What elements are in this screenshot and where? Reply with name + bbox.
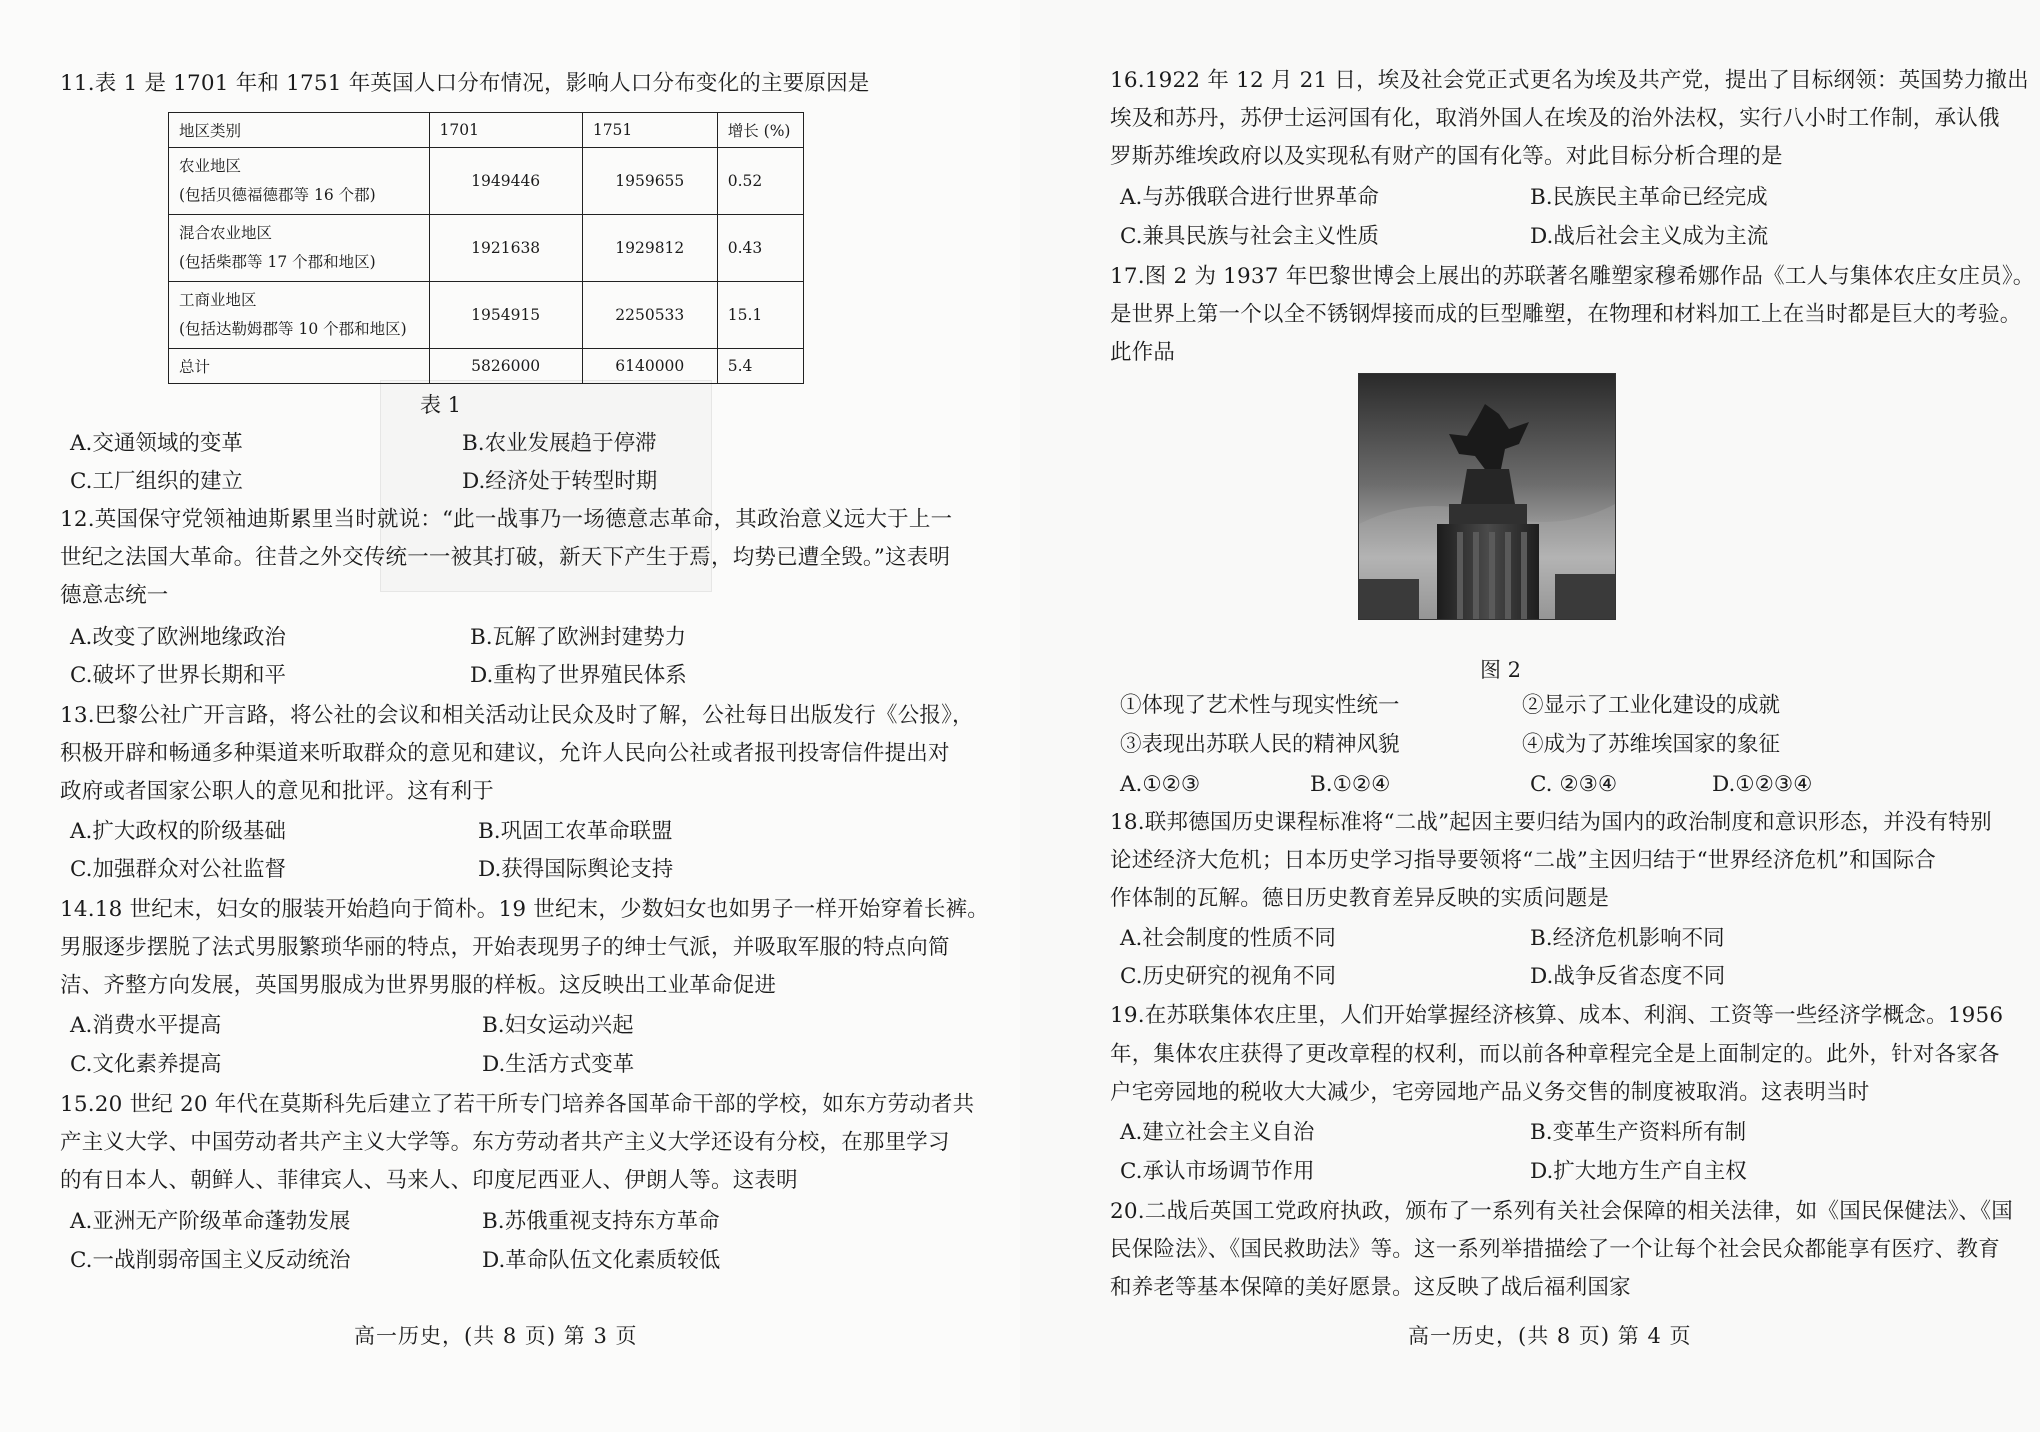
- q12-line: 12.英国保守党领袖迪斯累里当时就说：“此一战事乃一场德意志革命，其政治意义远大于上一: [60, 507, 953, 532]
- population-table: [168, 112, 804, 384]
- option-a[interactable]: A.消费水平提高: [70, 1013, 222, 1038]
- statement-4: ④成为了苏维埃国家的象征: [1522, 732, 1781, 757]
- table-row: [169, 148, 804, 215]
- region-name: 混合农业地区: [179, 224, 273, 242]
- table-header-cell: 地区类别: [169, 113, 430, 148]
- option-a[interactable]: A.社会制度的性质不同: [1120, 926, 1336, 951]
- q16-line: 16.1922 年 12 月 21 日，埃及社会党正式更名为埃及共产党，提出了目标纲领：英国势力撤出: [1110, 68, 2029, 93]
- option-a[interactable]: A.改变了欧洲地缘政治: [70, 625, 286, 650]
- q17-line: 是世界上第一个以全不锈钢焊接而成的巨型雕塑，在物理和材料加工上在当时都是巨大的考验。: [1110, 302, 2022, 327]
- q15-line: 的有日本人、朝鲜人、菲律宾人、马来人、印度尼西亚人、伊朗人等。这表明: [60, 1168, 798, 1193]
- q20-line: 民保险法》、《国民救助法》等。这一系列举措描绘了一个让每个社会民众都能享有医疗、教育: [1110, 1237, 2000, 1262]
- table-cell-growth: 0.43: [717, 215, 803, 282]
- region-subtitle: (包括达勒姆郡等 10 个郡和地区): [179, 320, 407, 338]
- q12-line: 德意志统一: [60, 583, 169, 608]
- table-cell-1701: 5826000: [429, 349, 582, 384]
- option-c[interactable]: C.一战削弱帝国主义反动统治: [70, 1248, 351, 1273]
- table-cell-1701: 1954915: [429, 282, 582, 349]
- table-region-cell: [169, 215, 430, 282]
- table-row: [169, 282, 804, 349]
- option-d[interactable]: D.重构了世界殖民体系: [470, 663, 687, 688]
- q19-line: 户宅旁园地的税收大大减少，宅旁园地产品义务交售的制度被取消。这表明当时: [1110, 1080, 1870, 1105]
- table-cell-growth: 0.52: [717, 148, 803, 215]
- figure-caption: 图 2: [1480, 658, 1522, 682]
- q13-line: 13.巴黎公社广开言路，将公社的会议和相关活动让民众及时了解，公社每日出版发行《公报》，: [60, 703, 974, 728]
- table-cell-growth: 15.1: [717, 282, 803, 349]
- q14-line: 14.18 世纪末，妇女的服装开始趋向于简朴。19 世纪末，少数妇女也如男子一样开始穿着长裤。: [60, 897, 989, 922]
- q13-line: 积极开辟和畅通多种渠道来听取群众的意见和建议，允许人民向公社或者报刊投寄信件提出对: [60, 741, 950, 766]
- option-d[interactable]: D.①②③④: [1712, 772, 1813, 797]
- option-d[interactable]: D.战后社会主义成为主流: [1530, 224, 1769, 249]
- option-b[interactable]: B.农业发展趋于停滞: [462, 431, 657, 456]
- statement-3: ③表现出苏联人民的精神风貌: [1120, 732, 1400, 757]
- q20-line: 20.二战后英国工党政府执政，颁布了一系列有关社会保障的相关法律，如《国民保健法》、《国: [1110, 1199, 2013, 1224]
- option-c[interactable]: C. ②③④: [1530, 772, 1618, 797]
- table-region-cell: [169, 148, 430, 215]
- option-b[interactable]: B.变革生产资料所有制: [1530, 1120, 1747, 1145]
- option-c[interactable]: C.历史研究的视角不同: [1120, 964, 1337, 989]
- table-caption: 表 1: [420, 393, 462, 417]
- page-footer-right: 高一历史，(共 8 页) 第 4 页: [1408, 1324, 1692, 1348]
- region-subtitle: (包括贝德福德郡等 16 个郡): [179, 186, 376, 204]
- option-a[interactable]: A.亚洲无产阶级革命蓬勃发展: [70, 1209, 351, 1234]
- table-row-total: [169, 349, 804, 384]
- region-name: 农业地区: [179, 157, 242, 175]
- q17-line: 17.图 2 为 1937 年巴黎世博会上展出的苏联著名雕塑家穆希娜作品《工人与集体农庄女庄员》。: [1110, 264, 2035, 289]
- table-header-cell: 1701: [429, 113, 582, 148]
- table-cell-1751: 2250533: [582, 282, 717, 349]
- option-c[interactable]: C.文化素养提高: [70, 1052, 222, 1077]
- table-header-cell: 1751: [582, 113, 717, 148]
- q16-line: 埃及和苏丹，苏伊士运河国有化，取消外国人在埃及的治外法权，实行八小时工作制，承认俄: [1110, 106, 2000, 131]
- q16-line: 罗斯苏维埃政府以及实现私有财产的国有化等。对此目标分析合理的是: [1110, 144, 1783, 169]
- option-d[interactable]: D.生活方式变革: [482, 1052, 635, 1077]
- q11-stem: 11.表 1 是 1701 年和 1751 年英国人口分布情况，影响人口分布变化的主要原因是: [60, 71, 870, 96]
- sculpture-photo: [1358, 373, 1616, 620]
- option-a[interactable]: A.扩大政权的阶级基础: [70, 819, 286, 844]
- q18-line: 18.联邦德国历史课程标准将“二战”起因主要归结为国内的政治制度和意识形态，并没有特别: [1110, 810, 1992, 835]
- q17-line: 此作品: [1110, 340, 1176, 365]
- option-c[interactable]: C.加强群众对公社监督: [70, 857, 287, 882]
- option-d[interactable]: D.革命队伍文化素质较低: [482, 1248, 721, 1273]
- option-b[interactable]: B.民族民主革命已经完成: [1530, 185, 1768, 210]
- table-cell-1751: 6140000: [582, 349, 717, 384]
- option-c[interactable]: C.破坏了世界长期和平: [70, 663, 287, 688]
- table-cell-growth: 5.4: [717, 349, 803, 384]
- table-row: [169, 215, 804, 282]
- option-c[interactable]: C.兼具民族与社会主义性质: [1120, 224, 1380, 249]
- table-cell-1751: 1929812: [582, 215, 717, 282]
- statement-1: ①体现了艺术性与现实性统一: [1120, 693, 1400, 718]
- region-subtitle: (包括柴郡等 17 个郡和地区): [179, 253, 376, 271]
- option-b[interactable]: B.巩固工农革命联盟: [478, 819, 673, 844]
- q13-line: 政府或者国家公职人的意见和批评。这有利于: [60, 779, 495, 804]
- table-cell-1751: 1959655: [582, 148, 717, 215]
- q15-line: 15.20 世纪 20 年代在莫斯科先后建立了若干所专门培养各国革命干部的学校，如东方劳动者共: [60, 1092, 975, 1117]
- option-b[interactable]: B.经济危机影响不同: [1530, 926, 1725, 951]
- option-a[interactable]: A.与苏俄联合进行世界革命: [1120, 185, 1379, 210]
- option-d[interactable]: D.获得国际舆论支持: [478, 857, 674, 882]
- q19-line: 年，集体农庄获得了更改章程的权利，而以前各种章程完全是上面制定的。此外，针对各家各: [1110, 1042, 2000, 1067]
- table-region-cell: 总计: [169, 349, 430, 384]
- option-c[interactable]: C.工厂组织的建立: [70, 469, 244, 494]
- option-b[interactable]: B.苏俄重视支持东方革命: [482, 1209, 720, 1234]
- option-a[interactable]: A.交通领域的变革: [70, 431, 243, 456]
- table-region-cell: [169, 282, 430, 349]
- statement-2: ②显示了工业化建设的成就: [1522, 693, 1781, 718]
- option-d[interactable]: D.战争反省态度不同: [1530, 964, 1726, 989]
- q19-line: 19.在苏联集体农庄里，人们开始掌握经济核算、成本、利润、工资等一些经济学概念。1956: [1110, 1003, 2004, 1028]
- q12-line: 世纪之法国大革命。往昔之外交传统一一被其打破，新天下产生于焉，均势已遭全毁。”这表明: [60, 545, 951, 570]
- option-b[interactable]: B.①②④: [1310, 772, 1391, 797]
- q20-line: 和养老等基本保障的美好愿景。这反映了战后福利国家: [1110, 1275, 1631, 1300]
- option-b[interactable]: B.妇女运动兴起: [482, 1013, 634, 1038]
- q15-line: 产主义大学、中国劳动者共产主义大学等。东方劳动者共产主义大学还设有分校，在那里学习: [60, 1130, 950, 1155]
- option-a[interactable]: A.①②③: [1120, 772, 1201, 797]
- option-c[interactable]: C.承认市场调节作用: [1120, 1159, 1315, 1184]
- table-cell-1701: 1921638: [429, 215, 582, 282]
- option-d[interactable]: D.扩大地方生产自主权: [1530, 1159, 1747, 1184]
- q14-line: 洁、齐整方向发展，英国男服成为世界男服的样板。这反映出工业革命促进: [60, 973, 777, 998]
- q18-line: 论述经济大危机；日本历史学习指导要领将“二战”主因归结于“世界经济危机”和国际合: [1110, 848, 1936, 873]
- table-header-row: [169, 113, 804, 148]
- region-name: 工商业地区: [179, 291, 257, 309]
- option-b[interactable]: B.瓦解了欧洲封建势力: [470, 625, 687, 650]
- table-cell-1701: 1949446: [429, 148, 582, 215]
- table-header-cell: 增长 (%): [717, 113, 803, 148]
- q18-line: 作体制的瓦解。德日历史教育差异反映的实质问题是: [1110, 886, 1610, 911]
- page-footer-left: 高一历史，(共 8 页) 第 3 页: [354, 1324, 638, 1348]
- option-d[interactable]: D.经济处于转型时期: [462, 469, 658, 494]
- option-a[interactable]: A.建立社会主义自治: [1120, 1120, 1315, 1145]
- sculpture-photo-svg: [1359, 374, 1615, 619]
- q14-line: 男服逐步摆脱了法式男服繁琐华丽的特点，开始表现男子的绅士气派，并吸取军服的特点向简: [60, 935, 950, 960]
